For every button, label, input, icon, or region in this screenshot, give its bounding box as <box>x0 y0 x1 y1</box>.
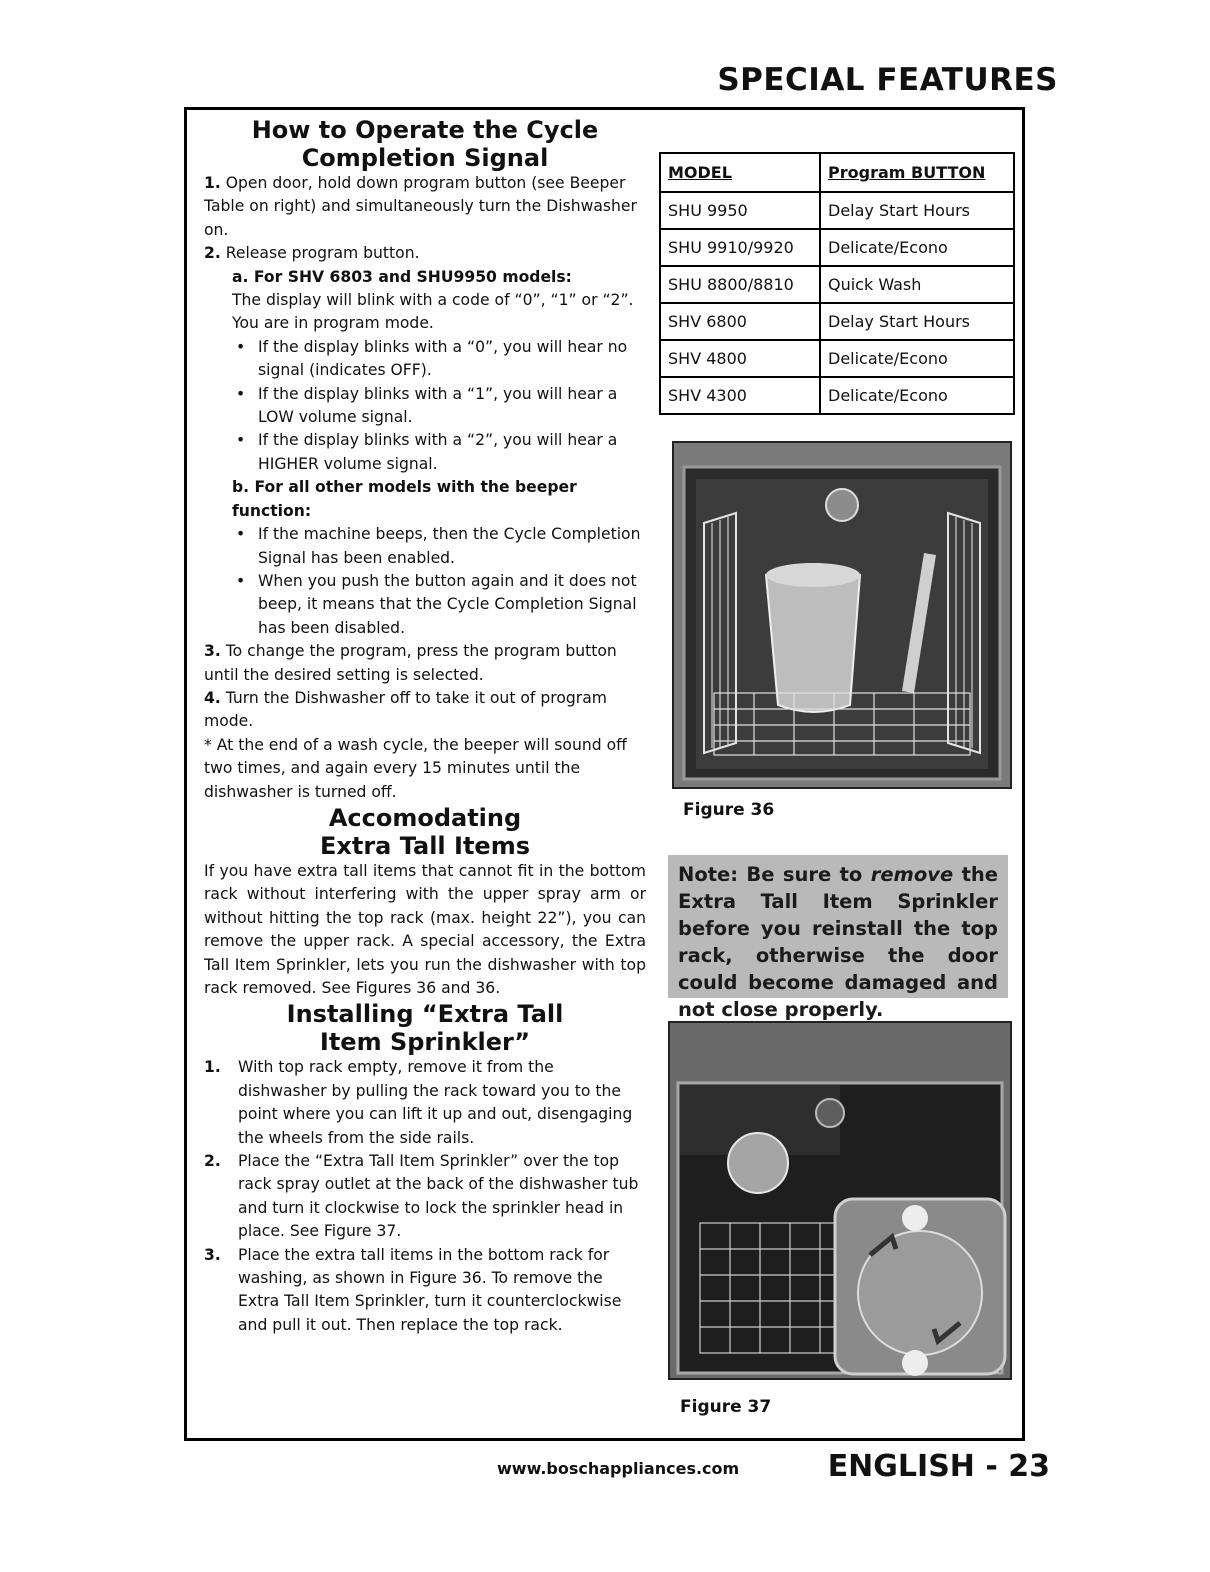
figure-37-caption: Figure 37 <box>680 1397 772 1417</box>
bullet-item: • When you push the button again and it does not beep, it means that the Cycle Completion Signal has been disabled. <box>258 570 646 640</box>
sub-a-bullets <box>204 336 646 476</box>
table-row <box>660 377 1014 414</box>
model-cell: SHV 4300 <box>660 377 820 414</box>
warning-note: Note: Be sure to remove the Extra Tall Item Sprinkler before you reinstall the top rack, otherwise the door could become damaged and not close properly. <box>668 855 1008 998</box>
bullet-item: • If the display blinks with a “1”, you will hear a LOW volume signal. <box>258 383 646 430</box>
model-cell: SHU 9910/9920 <box>660 229 820 266</box>
sprinkler-step: 3. Place the extra tall items in the bottom rack for washing, as shown in Figure 36. To remove the Extra Tall Item Sprinkler, turn it counterclockwise and pull it out. Then replace the top rack. <box>204 1245 622 1334</box>
model-cell: SHV 6800 <box>660 303 820 340</box>
column-header: Program BUTTON <box>820 153 1014 192</box>
step-4: 4. Turn the Dishwasher off to take it out of program mode. <box>204 688 607 731</box>
step-1: 1. Open door, hold down program button (see Beeper Table on right) and simultaneously turn the Dishwasher on. <box>204 174 637 239</box>
tall-items-heading: Accomodating Extra Tall Items <box>320 803 530 860</box>
sub-a-text: The display will blink with a code of “0”, “1” or “2”. You are in program mode. <box>232 291 634 333</box>
model-cell: SHU 9950 <box>660 192 820 229</box>
sub-b-heading: b. For all other models with the beeper function: <box>232 478 577 520</box>
bullet-item: • If the display blinks with a “0”, you will hear no signal (indicates OFF). <box>258 336 646 383</box>
button-cell: Delay Start Hours <box>820 192 1014 229</box>
sprinkler-step: 1. With top rack empty, remove it from the dishwasher by pulling the rack toward you to the point where you can lift it up and out, disengaging the wheels from the side rails. <box>204 1058 633 1147</box>
sub-b-bullets <box>204 523 646 640</box>
button-cell: Delicate/Econo <box>820 340 1014 377</box>
page-header: SPECIAL FEATURES <box>717 62 1058 98</box>
column-header: MODEL <box>660 153 820 192</box>
cycle-signal-heading: How to Operate the Cycle Completion Signal <box>251 116 599 172</box>
beeper-table <box>659 152 1015 415</box>
button-cell: Delay Start Hours <box>820 303 1014 340</box>
footnote: * At the end of a wash cycle, the beeper will sound off two times, and again every 15 minutes until the dishwasher is turned off. <box>204 735 627 801</box>
sprinkler-steps <box>204 1056 646 1337</box>
figure-36-caption: Figure 36 <box>683 800 775 820</box>
model-cell: SHV 4800 <box>660 340 820 377</box>
table-row <box>660 229 1014 266</box>
table-row <box>660 340 1014 377</box>
button-cell: Delicate/Econo <box>820 229 1014 266</box>
left-column <box>204 116 646 1337</box>
tall-items-body: If you have extra tall items that cannot fit in the bottom rack without interfering with the upper spray arm or without hitting the top rack (max. height 22”), you can remove the upper rack. A special accessory, the Extra Tall Item Sprinkler, lets you run the dishwasher with top rack removed. See Figures 36 and 36. <box>204 861 646 997</box>
table-row <box>660 266 1014 303</box>
figure-36-photo <box>672 441 1012 789</box>
bullet-item: • If the display blinks with a “2”, you will hear a HIGHER volume signal. <box>258 429 646 476</box>
page-number: ENGLISH - 23 <box>827 1449 1050 1484</box>
sprinkler-heading: Installing “Extra Tall Item Sprinkler” <box>286 1000 564 1057</box>
bullet-item: • If the machine beeps, then the Cycle Completion Signal has been enabled. <box>258 523 646 570</box>
button-cell: Quick Wash <box>820 266 1014 303</box>
sprinkler-step: 2. Place the “Extra Tall Item Sprinkler” over the top rack spray outlet at the back of the dishwasher tub and turn it clockwise to lock the sprinkler head in place. See Figure 37. <box>204 1152 639 1241</box>
button-cell: Delicate/Econo <box>820 377 1014 414</box>
step-2: 2. Release program button. <box>204 244 420 263</box>
sub-a-heading: a. For SHV 6803 and SHU9950 models: <box>232 267 572 286</box>
step-3: 3. To change the program, press the program button until the desired setting is selected. <box>204 642 617 684</box>
model-cell: SHU 8800/8810 <box>660 266 820 303</box>
table-row <box>660 192 1014 229</box>
sprinkler-install-illustration <box>670 1023 1010 1378</box>
table-row <box>660 303 1014 340</box>
figure-37-photo <box>668 1021 1012 1380</box>
table-header-row <box>660 153 1014 192</box>
dishwasher-tall-items-illustration <box>674 443 1010 787</box>
footer-url[interactable]: www.boschappliances.com <box>497 1459 740 1478</box>
